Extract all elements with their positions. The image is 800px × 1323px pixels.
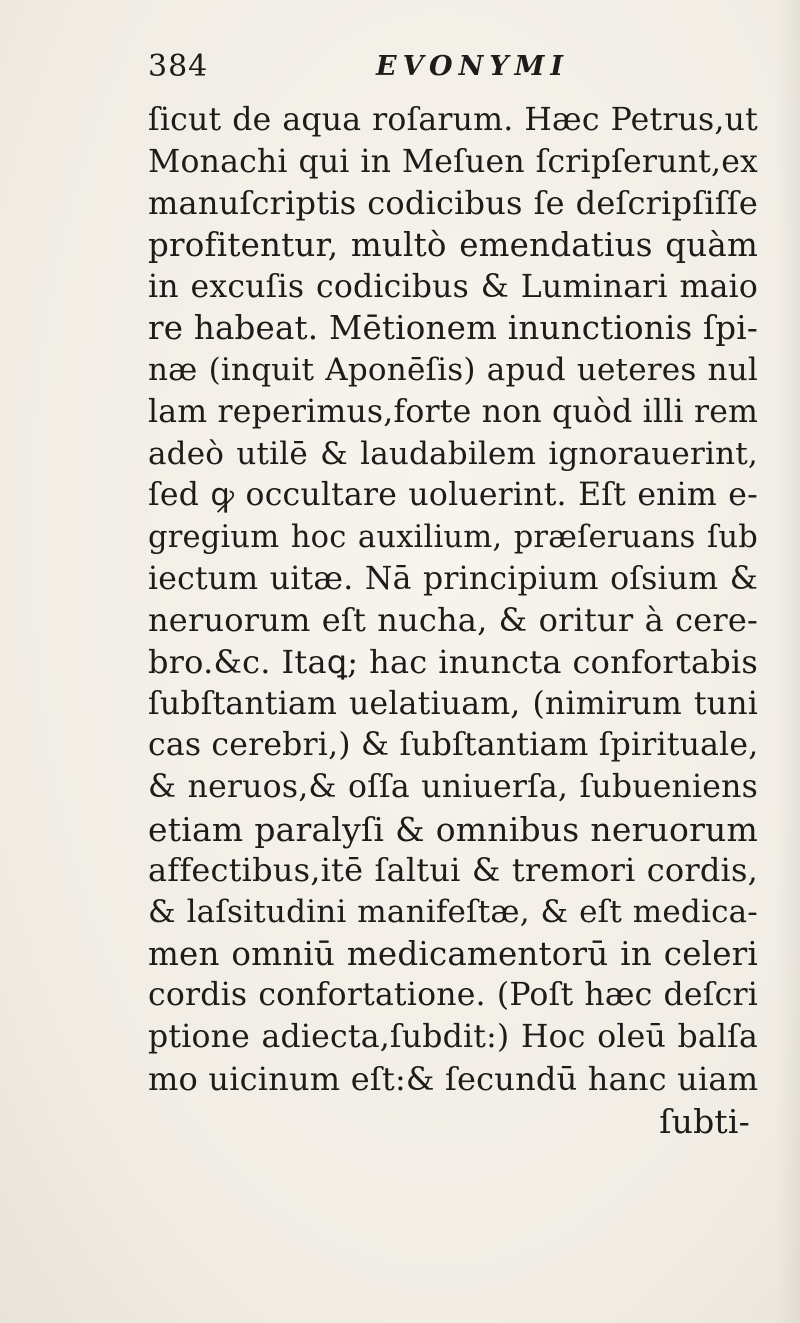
text-line: cordis confortatione. (Poſt hæc deſcri <box>148 977 758 1014</box>
running-head: EVONYMI <box>376 51 570 82</box>
text-line: adeò utilē & laudabilem ignorauerint, <box>148 435 758 472</box>
page-header <box>148 42 708 92</box>
text-line: gregium hoc auxilium, præſeruans ſub <box>148 519 758 555</box>
page-number: 384 <box>148 49 209 84</box>
text-line: ſubſtantiam uelatiuam, (nimirum tuni <box>148 685 758 722</box>
text-line: re habeat. Mētionem inunctionis ſpi- <box>148 309 758 348</box>
text-line: etiam paralyſi & omnibus neruorum <box>148 809 758 849</box>
text-line: in excuſis codicibus & Luminari maio <box>148 268 758 305</box>
text-line: ſed ꝙ occultare uoluerint. Eſt enim e- <box>148 477 758 514</box>
page-edge-shadow <box>776 0 800 1323</box>
body-text <box>148 100 758 1142</box>
text-line: cas cerebri,) & ſubſtantiam ſpirituale, <box>148 727 759 764</box>
text-line: iectum uitæ. Nā principium oſsium & <box>148 560 758 597</box>
text-line: mo uicinum eſt:& ſecundū hanc uiam <box>148 1059 759 1098</box>
text-line: Monachi qui in Meſuen ſcripſerunt,ex <box>148 143 758 180</box>
text-line: profitentur, multò emendatius quàm <box>148 226 758 265</box>
text-line: ptione adiecta,ſubdit:) Hoc oleū balſa <box>148 1019 758 1056</box>
text-line: bro.&c. Itaꝗ; hac inuncta confortabis <box>148 642 758 681</box>
catchword: ſubti- <box>659 1101 750 1141</box>
text-line: men omniū medicamentorū in celeri <box>148 934 758 973</box>
text-line: & neruos,& oſſa uniuerſa, ſubueniens <box>148 769 758 805</box>
text-line: næ (inquit Aponēſis) apud ueteres nul <box>148 352 758 389</box>
text-line: affectibus,itē ſaltui & tremori cordis, <box>148 851 758 890</box>
text-line: & laſsitudini manifeſtæ, & eſt medica- <box>148 894 758 931</box>
text-line: ſicut de aqua roſarum. Hæc Petrus,ut <box>148 102 758 138</box>
text-line: lam reperimus,forte non quòd illi rem <box>148 393 759 430</box>
text-line: manuſcriptis codicibus ſe deſcripſiſſe <box>148 184 758 223</box>
text-line: neruorum eſt nucha, & oritur à cere- <box>148 601 758 640</box>
